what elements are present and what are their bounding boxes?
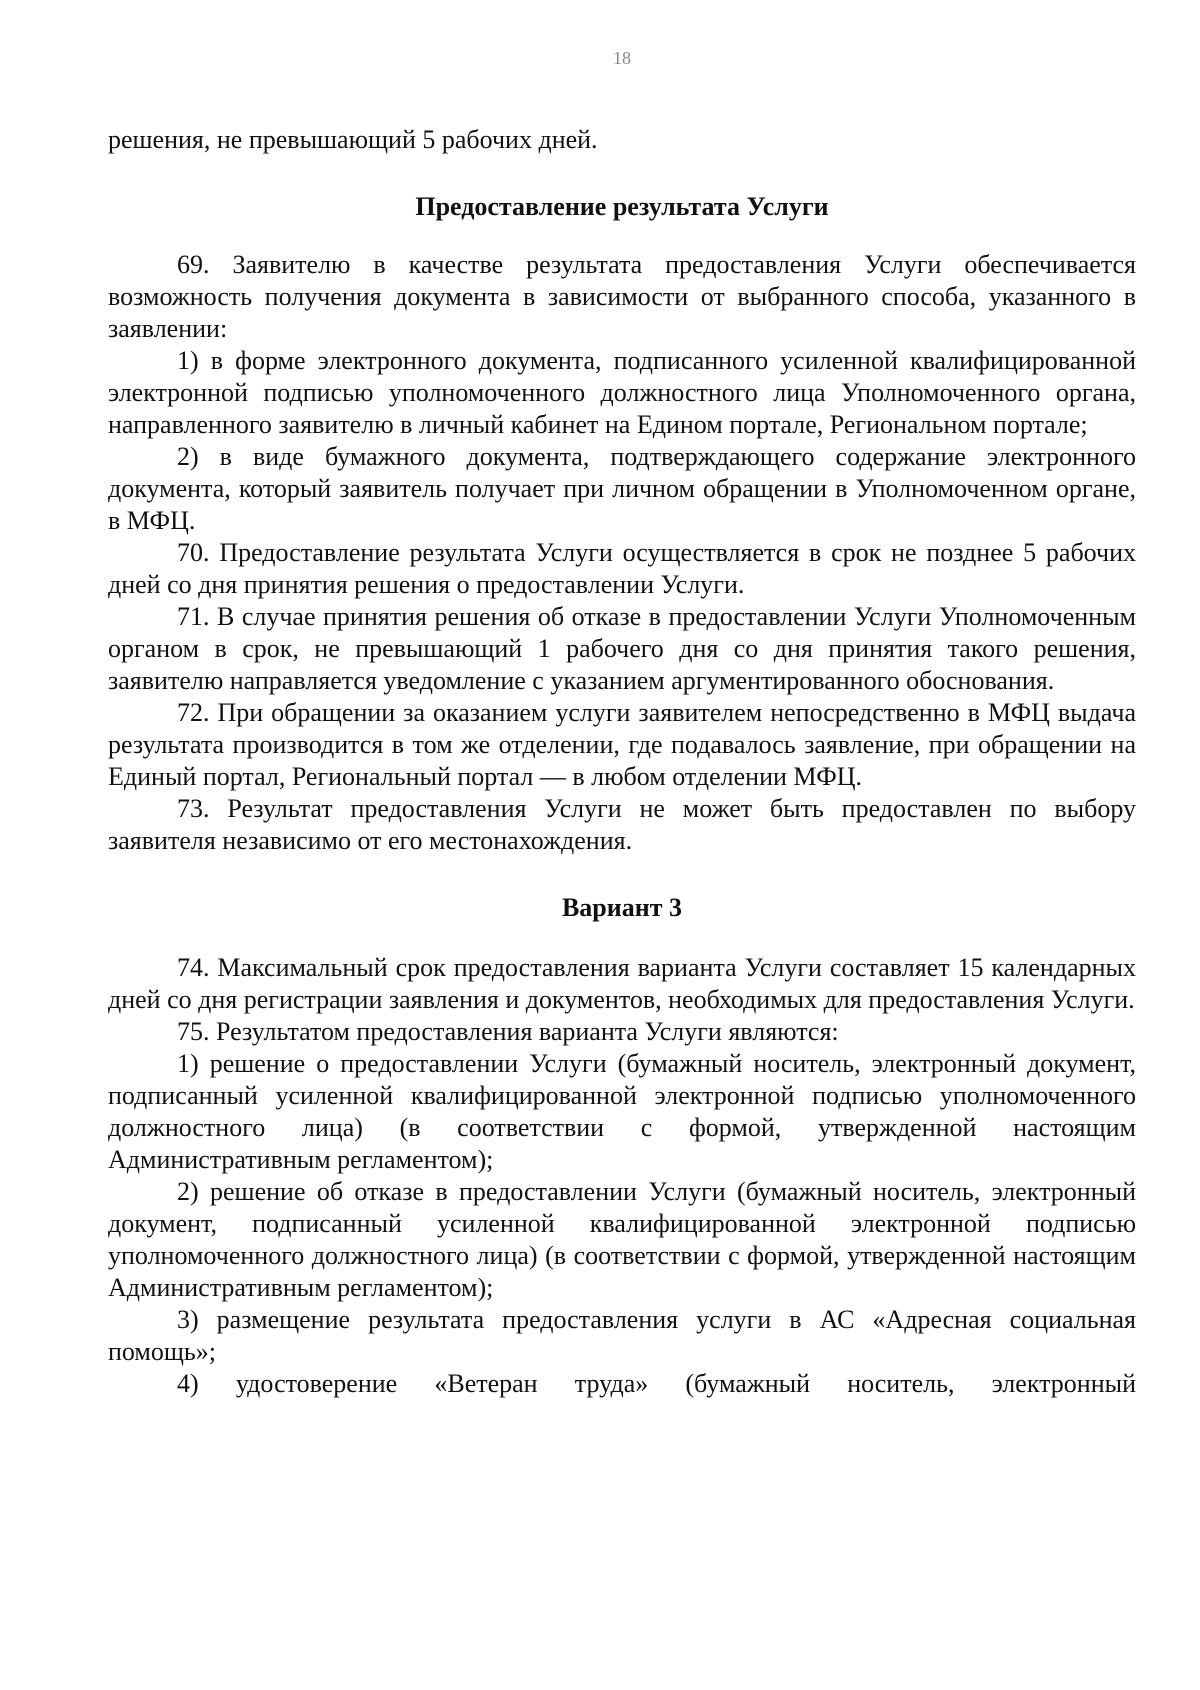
document-body [108, 124, 1136, 1400]
list-item-75-2: 2) решение об отказе в предоставлении Услуги (бумажный носитель, электронный документ, подписанный усиленной квалифицированной электронной подписью уполномоченного должностного лица) (в соответствии с формой, утвержденной настоящим Административным регламентом); [108, 1177, 1136, 1302]
paragraph-continuation: решения, не превышающий 5 рабочих дней. [108, 125, 598, 154]
list-item-75-1: 1) решение о предоставлении Услуги (бумажный носитель, электронный документ, подписанный усиленной квалифицированной электронной подписью уполномоченного должностного лица) (в соответствии с формой, утвержденной настоящим Административным регламентом); [108, 1049, 1136, 1174]
paragraph-70: 70. Предоставление результата Услуги осуществляется в срок не позднее 5 рабочих дней со дня принятия решения о предоставлении Услуги. [108, 538, 1136, 599]
list-item-69-2: 2) в виде бумажного документа, подтверждающего содержание электронного документа, который заявитель получает при личном обращении в Уполномоченном органе, в МФЦ. [108, 442, 1136, 535]
paragraph-73: 73. Результат предоставления Услуги не может быть предоставлен по выбору заявителя независимо от его местонахождения. [108, 794, 1136, 855]
page-number: 18 [613, 48, 631, 68]
list-item-69-1: 1) в форме электронного документа, подписанного усиленной квалифицированной электронной подписью уполномоченного должностного лица Уполномоченного органа, направленного заявителю в личный кабинет на Едином портале, Региональном портале; [108, 346, 1136, 439]
section-heading-variant-3: Вариант 3 [561, 893, 683, 922]
paragraph-74: 74. Максимальный срок предоставления варианта Услуги составляет 15 календарных дней со дня регистрации заявления и документов, необходимых для предоставления Услуги. [108, 953, 1136, 1014]
list-item-75-4: 4) удостоверение «Ветеран труда» (бумажный носитель, электронный [177, 1369, 1136, 1398]
paragraph-69: 69. Заявителю в качестве результата предоставления Услуги обеспечивается возможность получения документа в зависимости от выбранного способа, указанного в заявлении: [108, 250, 1136, 343]
paragraph-72: 72. При обращении за оказанием услуги заявителем непосредственно в МФЦ выдача результата производится в том же отделении, где подавалось заявление, при обращении на Единый портал, Региональный портал — в любом отделении МФЦ. [108, 698, 1136, 791]
section-heading-result: Предоставление результата Услуги [415, 192, 829, 221]
list-item-75-3: 3) размещение результата предоставления услуги в АС «Адресная социальная помощь»; [108, 1305, 1136, 1366]
paragraph-75: 75. Результатом предоставления варианта Услуги являются: [177, 1017, 839, 1046]
paragraph-71: 71. В случае принятия решения об отказе в предоставлении Услуги Уполномоченным органом в срок, не превышающий 1 рабочего дня со дня принятия такого решения, заявителю направляется уведомление с указанием аргументированного обоснования. [108, 602, 1136, 695]
